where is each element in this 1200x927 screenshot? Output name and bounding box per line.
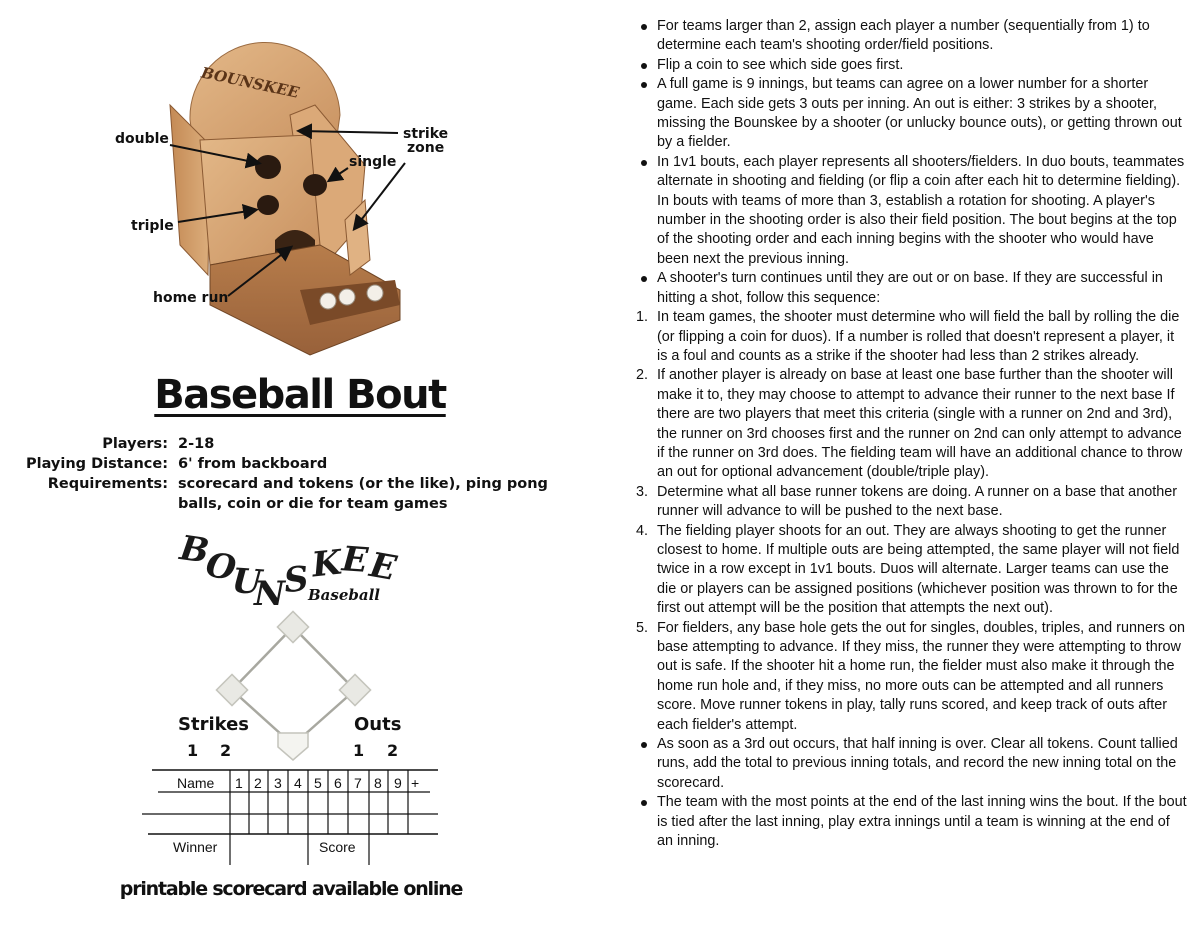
inning-7: 7 — [354, 775, 362, 791]
logo-letter-u: U — [230, 561, 264, 603]
strikes-label: Strikes — [178, 714, 250, 735]
distance-label: Playing Distance: — [25, 456, 168, 472]
inning-extra: + — [411, 775, 420, 791]
logo-letter-k: K — [309, 542, 344, 586]
info-distance — [0, 454, 600, 474]
rule-step — [638, 483, 1188, 522]
players-value: 2-18 — [178, 436, 215, 452]
rule-step-number: 2. — [636, 367, 649, 384]
rule-step-text: The fielding player shoots for an out. They are always shooting to get the runner closest to home. If multiple outs are being attempted, the same player will not field twice in a row except in 1v1 bouts. Duos will alternate. Larger teams can use the die or players can be assigned positions (whichever position was thrown to for the first out attempt will be the position that attempts the next out). — [657, 522, 1180, 617]
inning-3: 3 — [274, 775, 282, 791]
rule-step — [638, 366, 1188, 482]
score-label: Score — [319, 839, 356, 855]
strike-1[interactable]: 1 — [187, 741, 199, 760]
page-title: Baseball Bout — [154, 372, 446, 418]
logo-letter-s: S — [281, 558, 311, 602]
winner-label: Winner — [173, 839, 218, 855]
rule-step-text: Determine what all base runner tokens are doing. A runner on a base that another runner will advance to will be pushed to the next base. — [657, 483, 1177, 520]
rule-item: A shooter's turn continues until they are out or on base. If they are successful in hitting a shot, follow this sequence: — [638, 269, 1188, 308]
callout-zone: zone — [407, 140, 445, 156]
inning-2: 2 — [254, 775, 262, 791]
inning-6: 6 — [334, 775, 342, 791]
rule-step-number: 1. — [636, 309, 649, 326]
rule-step-number: 3. — [636, 483, 649, 500]
out-1[interactable]: 1 — [353, 741, 365, 760]
rule-step — [638, 308, 1188, 366]
callout-home-run: home run — [153, 290, 229, 306]
out-2[interactable]: 2 — [387, 741, 399, 760]
outs-label: Outs — [354, 714, 402, 735]
rule-item: As soon as a 3rd out occurs, that half inning is over. Clear all tokens. Count tallied runs, add the total to previous inning totals, and record the new inning total on the scorecard. — [638, 735, 1188, 793]
callout-strike: strike — [403, 126, 449, 142]
info-players — [0, 434, 600, 454]
inning-8: 8 — [374, 775, 382, 791]
rule-item: Flip a coin to see which side goes first. — [638, 56, 1188, 75]
rule-step — [638, 522, 1188, 619]
players-label: Players: — [102, 436, 168, 452]
logo-letter-o: O — [202, 544, 239, 590]
logo-subtitle: Baseball — [308, 586, 380, 604]
rule-step-text: For fielders, any base hole gets the out for singles, doubles, triples, and runners on base attempting to advance. If they miss, the runner they were attempting to throw out is safe. If the shooter hit a home run, the fielder must also make it through the home run hole and, if they miss, no more outs can be attempted and all runners score. Move runner tokens in play, tally runs scored, and keep track of outs after each fielder's attempt. — [657, 619, 1185, 733]
rule-item: For teams larger than 2, assign each player a number (sequentially from 1) to determine each team's shooting order/field positions. — [638, 17, 1188, 56]
strike-2[interactable]: 2 — [220, 741, 232, 760]
logo-letter-b: B — [177, 528, 212, 572]
rule-step-text: In team games, the shooter must determine who will field the ball by rolling the die (or flipping a coin for duos). If a number is rolled that doesn't represent a player, it is a foul and counts as a strike if the shooter had less than 2 strikes already. — [657, 309, 1180, 364]
inning-1: 1 — [235, 775, 243, 791]
requirements-label: Requirements: — [47, 476, 168, 492]
scorecard-name-header: Name — [177, 775, 215, 791]
inning-9: 9 — [394, 775, 402, 791]
distance-value: 6' from backboard — [178, 456, 328, 472]
callout-arrows — [0, 0, 600, 370]
backboard-brand-text: BOUNSKEE — [199, 63, 301, 102]
rule-step-text: If another player is already on base at least one base further than the shooter will make it to, they may choose to attempt to advance their runner to the next base If there are two players that meet this criteria (single with a runner on 2nd and 3rd), the runner on 3rd chooses first and the runner on 2nd can only attempt to advance if the runner on 3rd does. The fielding team will have an additional chance to throw an out for optional advancement (double/triple play). — [657, 367, 1183, 481]
rules-list — [638, 17, 1188, 851]
callout-single: single — [349, 154, 397, 170]
callout-double: double — [115, 131, 169, 147]
logo-letter-e1: E — [340, 539, 370, 581]
rule-item: A full game is 9 innings, but teams can agree on a lower number for a shorter game. Each side gets 3 outs per inning. An out is either: 3 strikes by a shooter, missing the Bounskee by a shooter (or unlucky bounce outs), or getting thrown out by a fielder. — [638, 75, 1188, 153]
printable-scorecard-note: printable scorecard available online — [119, 878, 463, 900]
home-plate — [278, 733, 308, 760]
requirements-value: scorecard and tokens (or the like), ping pong balls, coin or die for team games — [178, 476, 548, 512]
rule-step — [638, 619, 1188, 735]
rule-item: In 1v1 bouts, each player represents all shooters/fielders. In duo bouts, teammates alternate in shooting and fielding (or flip a coin after each hit to determine fielding). In bouts with teams of more than 3, establish a rotation for shooting. A player's number in the shooting order is also their field position. The bout begins at the top of the shooting order and each inning begins with the shooter who would have been next the previous inning. — [638, 153, 1188, 269]
rule-step-number: 5. — [636, 619, 649, 636]
logo-letter-e2: E — [366, 545, 400, 589]
logo-letter-n: N — [254, 574, 286, 614]
inning-4: 4 — [294, 775, 302, 791]
callout-triple: triple — [131, 218, 174, 234]
info-requirements — [0, 474, 600, 514]
inning-5: 5 — [314, 775, 322, 791]
rule-item: The team with the most points at the end of the last inning wins the bout. If the bout is tied after the last inning, play extra innings until a team is winning at the end of an inning. — [638, 793, 1188, 851]
rule-step-number: 4. — [636, 522, 649, 539]
